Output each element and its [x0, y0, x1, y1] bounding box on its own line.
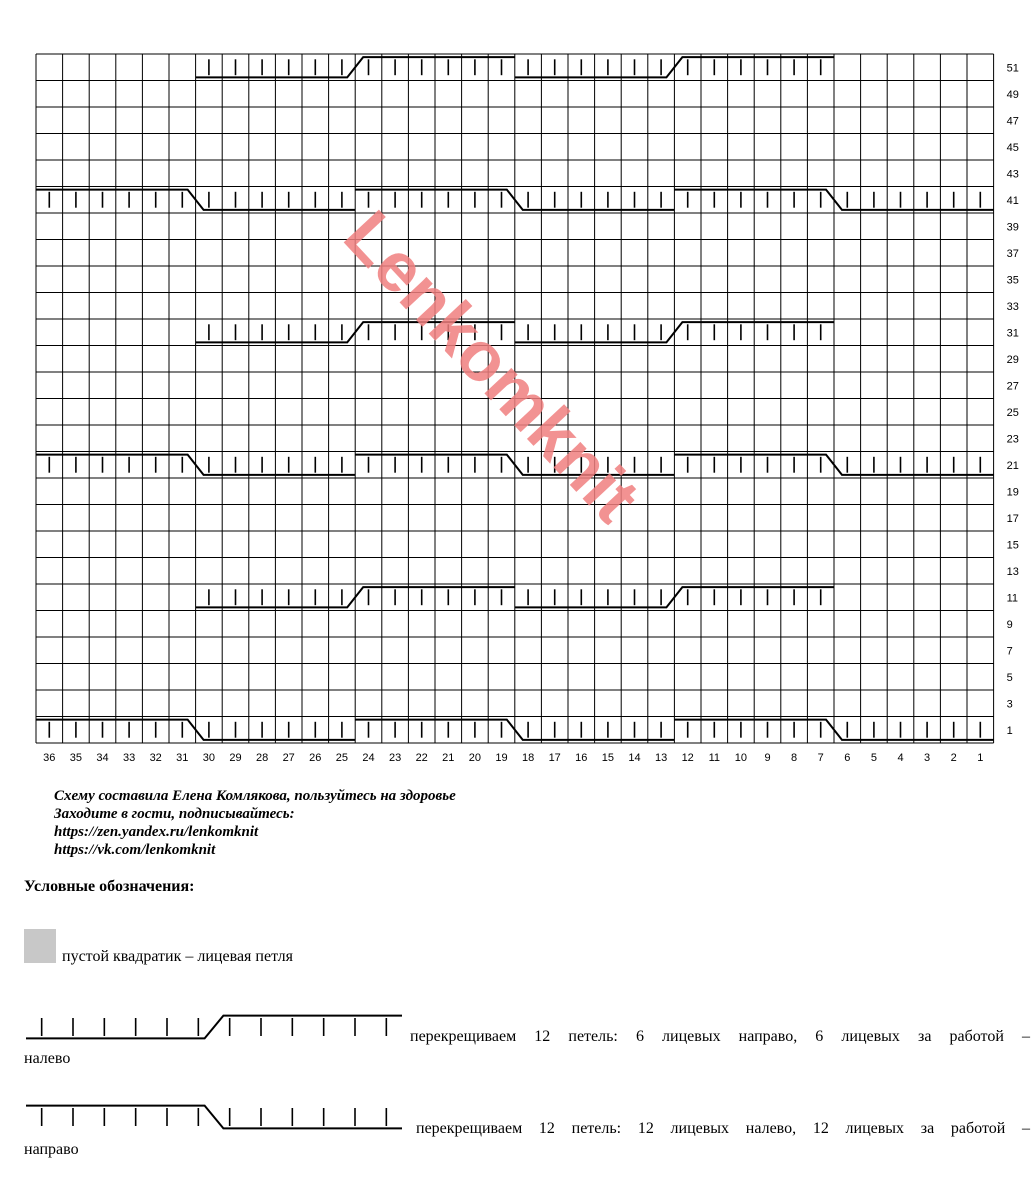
row-number: 41 [1006, 194, 1019, 207]
stitch-number: 21 [442, 752, 455, 764]
row-number: 31 [1006, 327, 1019, 340]
row-number: 15 [1006, 539, 1019, 552]
row-number: 25 [1006, 406, 1019, 419]
stitch-number: 3 [924, 752, 931, 764]
row-number: 45 [1006, 141, 1019, 154]
knit-stitch-description: пустой квадратик – лицевая петля [62, 948, 293, 965]
stitch-number: 10 [734, 752, 748, 764]
cable-right-description-cont: налево [24, 1050, 71, 1067]
row-number: 9 [1006, 618, 1013, 631]
cable-right-cross [26, 1016, 402, 1039]
stitch-number: 30 [202, 752, 216, 764]
row-number: 47 [1006, 115, 1019, 128]
stitch-number: 27 [282, 752, 295, 764]
vk-link[interactable]: https://vk.com/lenkomknit [54, 842, 216, 858]
row-number: 17 [1006, 512, 1019, 525]
row-number: 33 [1006, 300, 1019, 313]
knit-stitch-swatch [24, 929, 56, 963]
row-number: 23 [1006, 433, 1019, 446]
stitch-number: 9 [764, 752, 771, 764]
cable-right-description: перекрещиваем 12 петель: 6 лицевых направо, 6 лицевых за работой – [410, 1028, 1030, 1045]
legend-title: Условные обозначения: [24, 878, 195, 895]
zen-link[interactable]: https://zen.yandex.ru/lenkomknit [54, 824, 259, 840]
stitch-number: 16 [575, 752, 588, 764]
stitch-number: 13 [654, 752, 668, 764]
cable-left-description-cont: направо [24, 1141, 79, 1158]
stitch-number: 22 [415, 752, 428, 764]
stitch-number: 1 [977, 752, 984, 764]
stitch-number: 25 [335, 752, 349, 764]
row-number: 43 [1006, 168, 1019, 181]
stitch-number: 24 [362, 752, 375, 764]
stitch-number: 32 [149, 752, 162, 764]
row-number: 7 [1006, 645, 1013, 658]
stitch-number-labels [43, 752, 983, 764]
stitch-number: 14 [628, 752, 641, 764]
author-credits [54, 787, 456, 859]
row-number: 29 [1006, 353, 1019, 366]
stitch-number: 17 [548, 752, 561, 764]
row-number: 13 [1006, 565, 1019, 578]
stitch-number: 36 [43, 752, 56, 764]
stitch-number: 11 [708, 752, 721, 764]
cable-left-cross [26, 1106, 402, 1129]
stitch-number: 29 [229, 752, 242, 764]
credits-line: Схему составила Елена Комлякова, пользуйтесь на здоровье [54, 788, 456, 804]
row-number: 35 [1006, 274, 1019, 287]
watermark: Lenkomknit [329, 195, 655, 537]
stitch-number: 20 [468, 752, 482, 764]
row-number: 5 [1006, 671, 1013, 684]
stitch-number: 19 [495, 752, 508, 764]
stitch-number: 5 [870, 752, 877, 764]
stitch-number: 2 [950, 752, 957, 764]
row-number: 39 [1006, 221, 1019, 234]
stitch-number: 26 [309, 752, 322, 764]
stitch-number: 15 [601, 752, 615, 764]
stitch-number: 18 [521, 752, 535, 764]
stitch-number: 33 [122, 752, 136, 764]
stitch-number: 28 [255, 752, 269, 764]
credits-line: Заходите в гости, подписывайтесь: [54, 806, 295, 822]
stitch-number: 23 [388, 752, 402, 764]
stitch-number: 12 [681, 752, 694, 764]
row-number: 49 [1006, 88, 1019, 101]
row-number: 11 [1006, 592, 1019, 605]
cable-left-symbol [24, 1100, 404, 1134]
stitch-number: 7 [817, 752, 824, 764]
stitch-number: 35 [69, 752, 83, 764]
row-number: 37 [1006, 247, 1019, 260]
stitch-number: 4 [897, 752, 904, 764]
cable-left-description: перекрещиваем 12 петель: 12 лицевых налево, 12 лицевых за работой – [416, 1120, 1030, 1137]
row-number: 3 [1006, 698, 1013, 711]
row-number: 1 [1006, 724, 1013, 737]
stitch-number: 31 [176, 752, 189, 764]
row-number: 27 [1006, 380, 1019, 393]
row-number-labels [1007, 62, 1019, 737]
cable-right-symbol [24, 1010, 404, 1044]
row-number: 51 [1006, 62, 1019, 75]
stitch-number: 34 [96, 752, 109, 764]
row-number: 21 [1006, 459, 1019, 472]
stitch-number: 8 [791, 752, 798, 764]
stitch-number: 6 [844, 752, 851, 764]
row-number: 19 [1006, 486, 1019, 499]
